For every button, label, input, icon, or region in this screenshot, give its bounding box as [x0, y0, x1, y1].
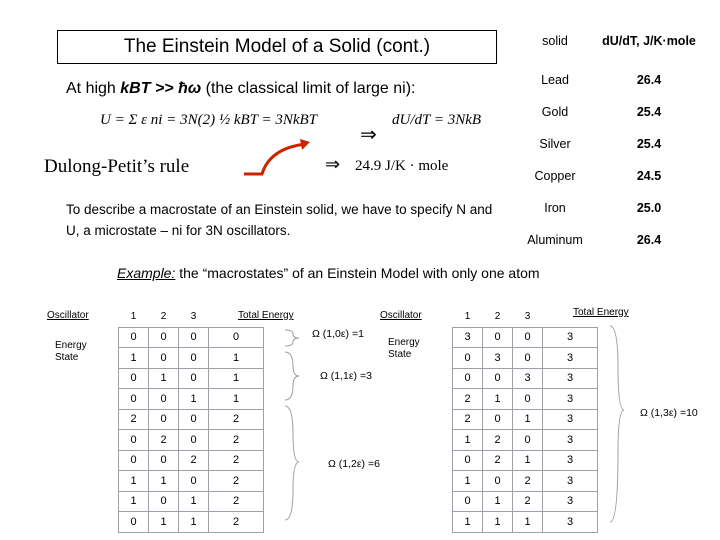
example-label: Example:: [117, 265, 176, 281]
right-total-energy-label: Total Energy: [573, 307, 629, 318]
table-row: 0 2 0 2: [119, 430, 264, 451]
table-row: 1 2 0 3: [453, 430, 598, 451]
table-row: 3 0 0 3: [453, 327, 598, 348]
materials-table: [508, 18, 696, 256]
table-row: 0 1 2 3: [453, 491, 598, 512]
red-curved-arrow: [240, 138, 320, 180]
materials-row: Lead 26.4: [541, 73, 662, 87]
table-row: 0 0 3 3: [453, 368, 598, 389]
left-oscillator-table: [118, 307, 264, 533]
table-row: 0 2 1 3: [453, 450, 598, 471]
table-row: 1 0 2 3: [453, 471, 598, 492]
dulong-petit-label: Dulong-Petit’s rule: [44, 156, 190, 177]
table-row: 0 0 0 0: [119, 327, 264, 348]
materials-row: Copper 24.5: [534, 169, 662, 183]
example-text: the “macrostates” of an Einstein Model with only one atom: [175, 265, 540, 281]
multiplicity-3: Ω (1,3ε) =10: [640, 407, 698, 419]
right-oscillator-table: [452, 307, 598, 533]
materials-header-solid: solid: [542, 34, 568, 48]
materials-header-dudt: dU/dT, J/K·mole: [602, 34, 696, 48]
per-mole-value: 24.9 J/K · mole: [355, 158, 449, 174]
right-table-header-row: 1 2 3: [464, 311, 531, 323]
table-row: 2 1 0 3: [453, 389, 598, 410]
multiplicity-0: Ω (1,0ε) =1: [312, 328, 364, 340]
high-t-prefix: At high: [66, 80, 121, 97]
energy-equation: U = Σ ε ni = 3N(2) ½ kBT = 3NkBT: [100, 112, 317, 128]
table-row: 0 1 1 2: [119, 512, 264, 533]
materials-row: Iron 25.0: [544, 201, 662, 215]
slide-title: The Einstein Model of a Solid (cont.): [123, 36, 431, 57]
materials-header-row: [508, 18, 696, 64]
macrostate-brace-right: [608, 322, 628, 532]
example-line: [117, 265, 540, 281]
high-t-condition: kBT >> ħω: [120, 80, 202, 97]
materials-row: Gold 25.4: [541, 105, 662, 119]
table-row: 0 0 1 1: [119, 389, 264, 410]
table-row: 1 0 0 1: [119, 348, 264, 369]
multiplicity-2: Ω (1,2ε) =6: [328, 458, 380, 470]
table-row: 2 0 1 3: [453, 409, 598, 430]
table-row: 1 0 1 2: [119, 491, 264, 512]
table-row: 0 0 2 2: [119, 450, 264, 471]
implies-arrow-1: ⇒: [360, 124, 377, 146]
table-row: 0 1 0 1: [119, 368, 264, 389]
slide-title-box: [57, 30, 497, 64]
energy-formula: [100, 112, 317, 129]
right-oscillator-label: Oscillator: [380, 310, 422, 321]
table-row: 1 1 0 2: [119, 471, 264, 492]
left-total-energy-label: Total Energy: [238, 310, 294, 321]
table-row: 2 0 0 2: [119, 409, 264, 430]
table-row: 0 3 0 3: [453, 348, 598, 369]
multiplicity-1: Ω (1,1ε) =3: [320, 370, 372, 382]
high-temperature-statement: [66, 80, 416, 98]
high-t-suffix: (the classical limit of large ni):: [201, 80, 416, 97]
implies-arrow-2: ⇒: [325, 154, 341, 174]
materials-row: Aluminum 26.4: [527, 233, 662, 247]
materials-row: Silver 25.4: [539, 137, 662, 151]
macrostate-description: To describe a macrostate of an Einstein solid, we have to specify N and U, a microstate – ni for 3N oscillators.: [66, 202, 493, 238]
left-oscillator-label: Oscillator: [47, 310, 89, 321]
table-row: 1 1 1 3: [453, 512, 598, 533]
left-energy-state-label: Energy State: [55, 340, 87, 363]
right-energy-state-label: Energy State: [388, 337, 420, 360]
heat-capacity-equation: dU/dT = 3NkB: [392, 112, 482, 128]
macrostate-braces: [283, 320, 303, 530]
left-table-header-row: 1 2 3: [130, 311, 197, 323]
